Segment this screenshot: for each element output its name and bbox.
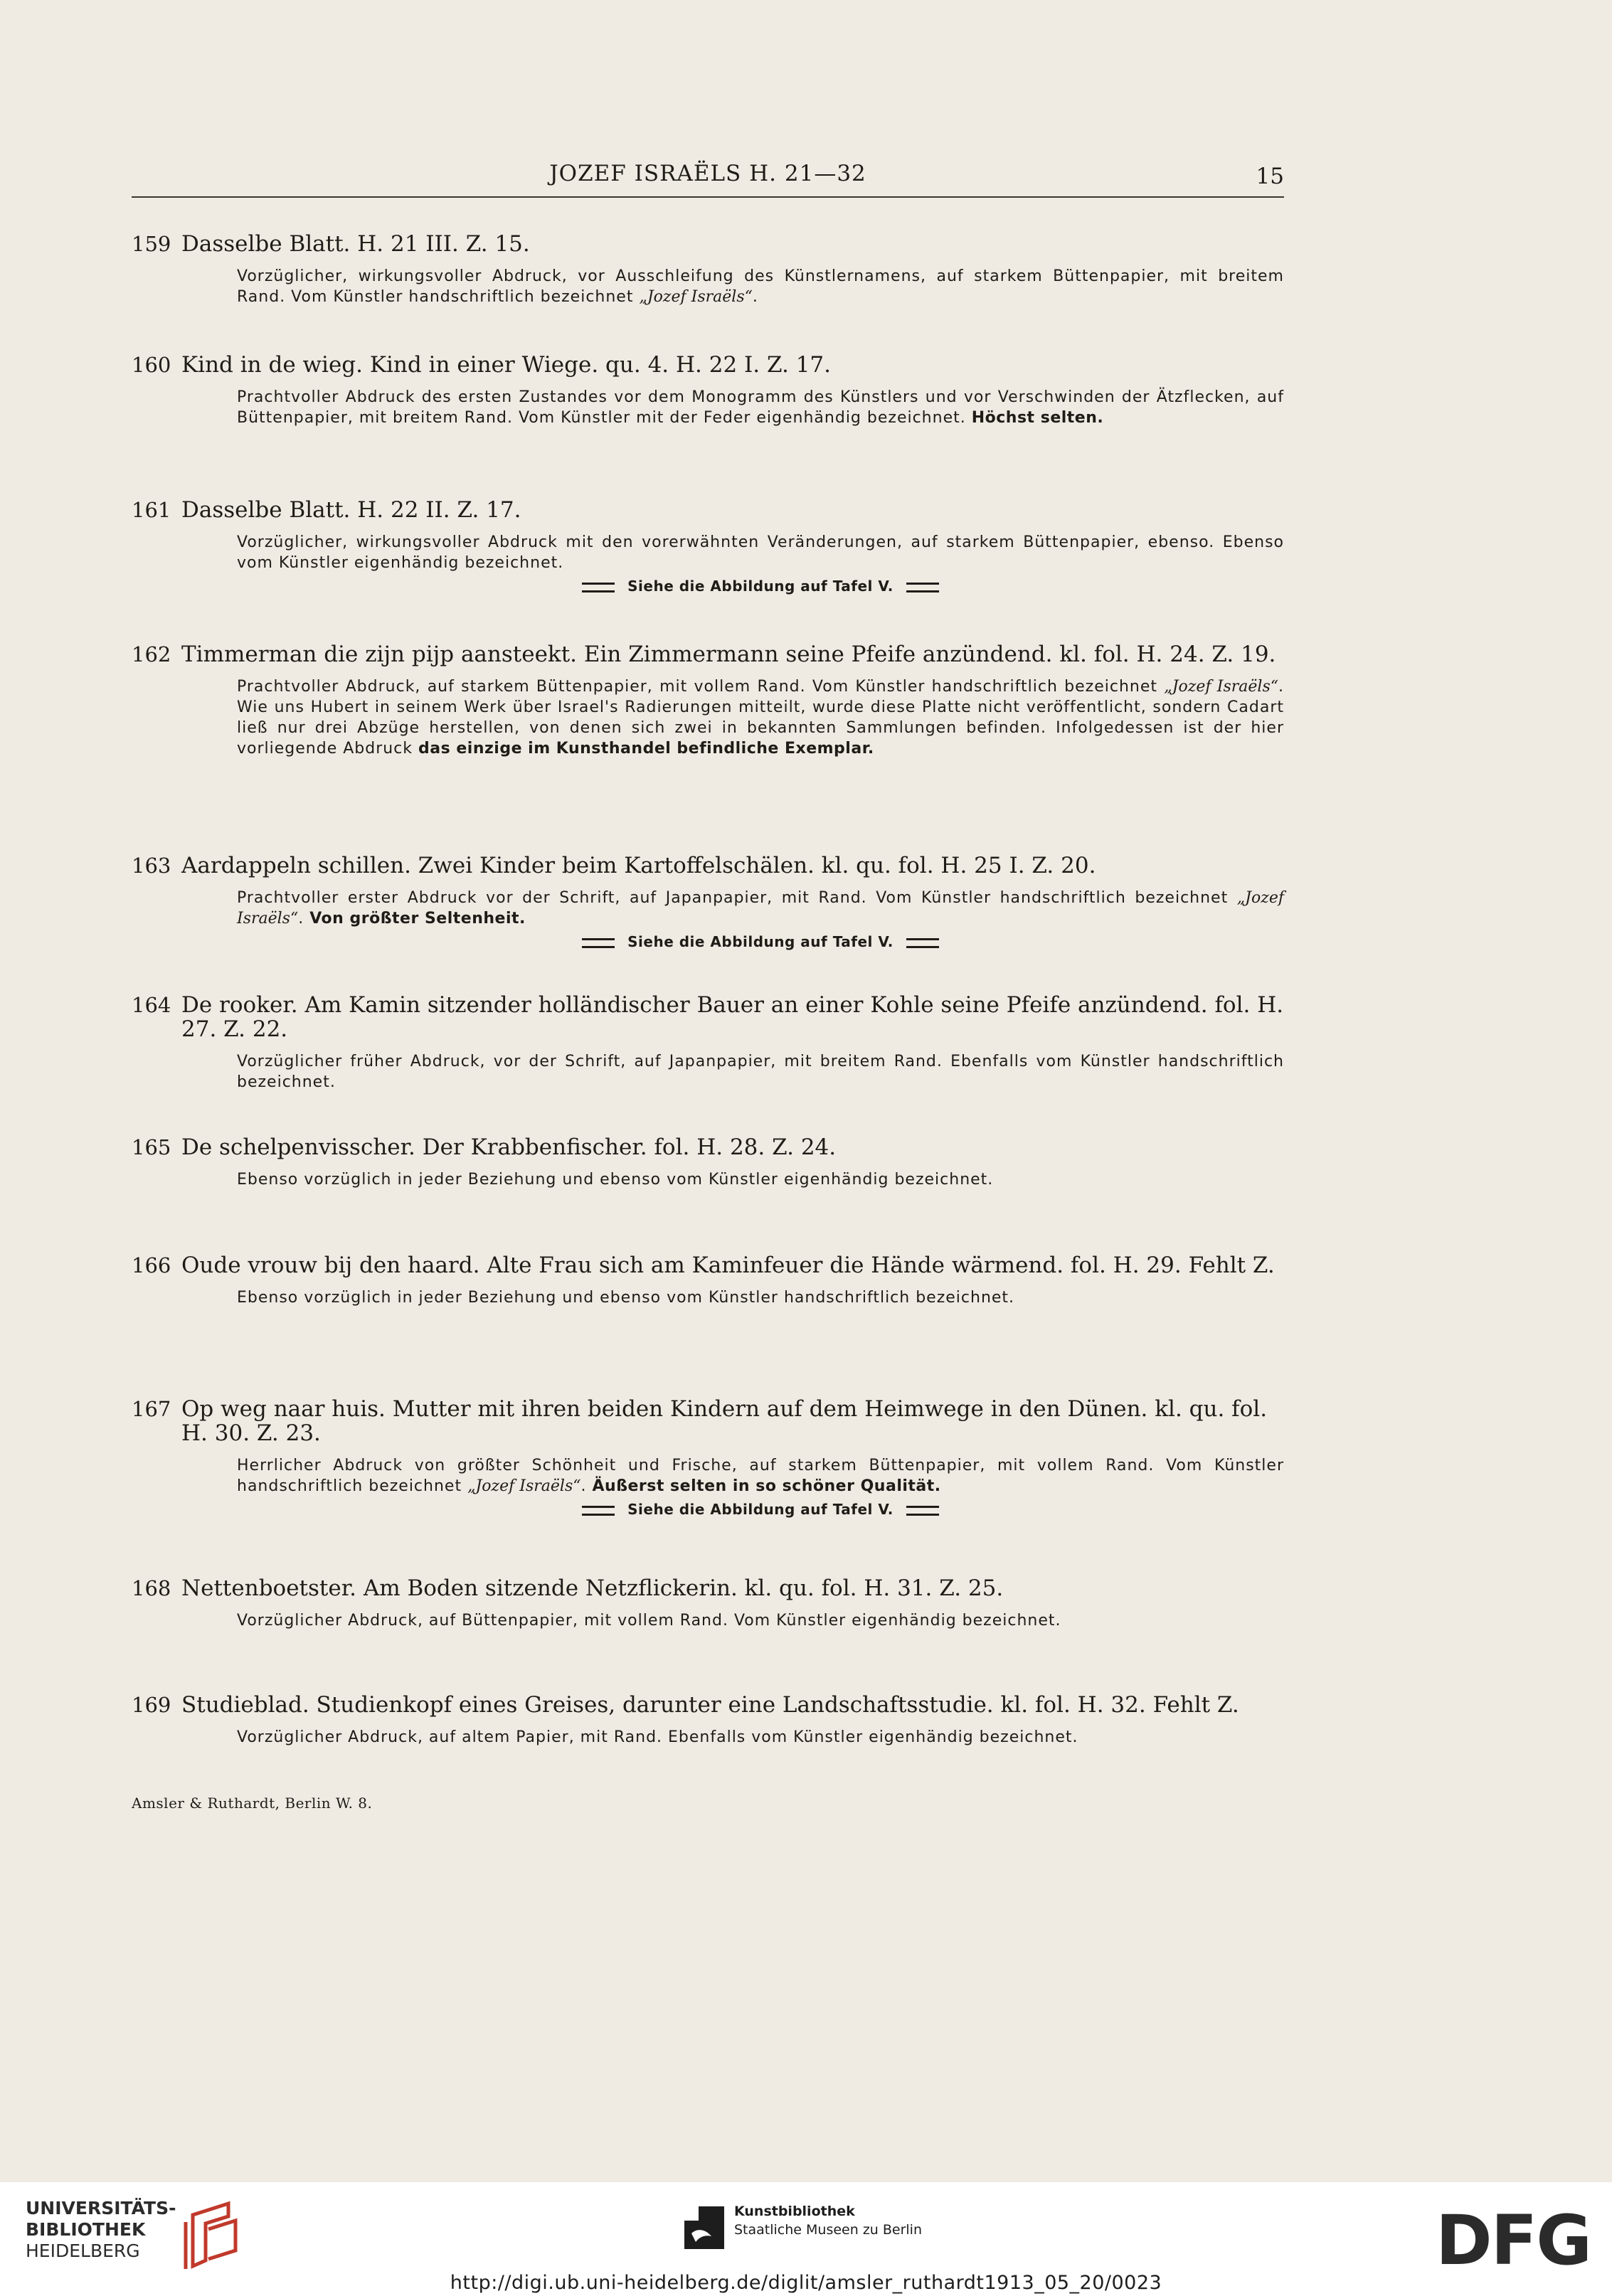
signature-text: „Jozef Israëls“ xyxy=(467,1477,581,1495)
entry-number: 164 xyxy=(132,993,171,1017)
kunstbibliothek-subtitle: Staatliche Museen zu Berlin xyxy=(734,2222,923,2238)
entry-number: 166 xyxy=(132,1253,171,1277)
entry-title-text: Op weg naar huis. Mutter mit ihren beiden Kindern auf dem Heimwege in den Dünen. kl. qu. fol. H. 30. Z. 23. xyxy=(181,1396,1268,1446)
entry-number: 160 xyxy=(132,353,171,377)
entry-description xyxy=(237,1169,1284,1190)
page-number: 15 xyxy=(1256,164,1284,189)
entry-title xyxy=(132,1135,1284,1159)
description-text: Vorzüglicher Abdruck, auf altem Papier, mit Rand. Ebenfalls vom Künstler eigenhändig bezeichnet. xyxy=(237,1728,1078,1746)
plate-reference xyxy=(237,933,1284,950)
catalog-entry-161 xyxy=(132,498,1284,595)
double-rule-left xyxy=(582,938,615,948)
printer-imprint: Amsler & Ruthardt, Berlin W. 8. xyxy=(132,1795,373,1812)
entry-title xyxy=(132,232,1284,256)
emphasis-text: Höchst selten. xyxy=(971,409,1104,427)
entry-title-text: Kind in de wieg. Kind in einer Wiege. qu. 4. H. 22 I. Z. 17. xyxy=(181,352,832,378)
emphasis-text: Von größter Seltenheit. xyxy=(309,910,526,928)
entry-title-text: Nettenboetster. Am Boden sitzende Netzflickerin. kl. qu. fol. H. 31. Z. 25. xyxy=(181,1575,1004,1601)
catalog-entry-162 xyxy=(132,642,1284,759)
entry-description xyxy=(237,1727,1284,1748)
permalink-url[interactable]: http://digi.ub.uni-heidelberg.de/diglit/amsler_ruthardt1913_05_20/0023 xyxy=(450,2272,1162,2294)
description-text: Vorzüglicher früher Abdruck, vor der Schrift, auf Japanpapier, mit breitem Rand. Ebenfalls vom Künstler handschriftlich bezeichnet. xyxy=(237,1053,1284,1091)
double-rule-right xyxy=(906,1506,939,1516)
description-text: Vorzüglicher, wirkungsvoller Abdruck, vor Ausschleifung des Künstlernamens, auf starkem Büttenpapier, mit breitem Rand. Vom Künstler handschriftlich bezeichnet xyxy=(237,267,1284,306)
entry-description xyxy=(237,532,1284,573)
plate-reference-text: Siehe die Abbildung auf Tafel V. xyxy=(627,1501,894,1518)
entry-description xyxy=(237,387,1284,428)
ub-emblem-icon xyxy=(164,2201,250,2272)
double-rule-right xyxy=(906,583,939,592)
entry-title-text: Oude vrouw bij den haard. Alte Frau sich am Kaminfeuer die Hände wärmend. fol. H. 29. Fehlt Z. xyxy=(181,1253,1275,1278)
entry-number: 162 xyxy=(132,642,171,666)
entry-title-text: Aardappeln schillen. Zwei Kinder beim Kartoffelschälen. kl. qu. fol. H. 25 I. Z. 20. xyxy=(181,853,1096,878)
catalog-entry-164 xyxy=(132,993,1284,1093)
entry-title-text: De rooker. Am Kamin sitzender holländischer Bauer an einer Kohle seine Pfeife anzündend. fol. H. 27. Z. 22. xyxy=(181,992,1284,1042)
description-text: Vorzüglicher Abdruck, auf Büttenpapier, mit vollem Rand. Vom Künstler eigenhändig bezeichnet. xyxy=(237,1612,1061,1630)
catalog-entry-163 xyxy=(132,854,1284,950)
entry-title xyxy=(132,854,1284,878)
entry-title-text: Dasselbe Blatt. H. 21 III. Z. 15. xyxy=(181,231,530,257)
double-rule-right xyxy=(906,938,939,948)
double-rule-left xyxy=(582,583,615,592)
description-text: Prachtvoller Abdruck des ersten Zustandes vor dem Monogramm des Künstlers und vor Verschwinden der Ätzflecken, auf Büttenpapier, mit breitem Rand. Vom Künstler mit der Feder eigenhändig bezeichnet. xyxy=(237,388,1284,427)
plate-reference xyxy=(237,1501,1284,1518)
entry-title xyxy=(132,1693,1284,1717)
catalog-entry-169 xyxy=(132,1693,1284,1748)
description-text: Ebenso vorzüglich in jeder Beziehung und ebenso vom Künstler eigenhändig bezeichnet. xyxy=(237,1171,994,1189)
entry-description xyxy=(237,1051,1284,1093)
entry-description xyxy=(237,1287,1284,1308)
entry-description xyxy=(237,266,1284,307)
entry-title-text: Dasselbe Blatt. H. 22 II. Z. 17. xyxy=(181,497,521,523)
entry-number: 167 xyxy=(132,1397,171,1421)
catalog-entry-165 xyxy=(132,1135,1284,1190)
description-text: Prachtvoller Abdruck, auf starkem Büttenpapier, mit vollem Rand. Vom Künstler handschriftlich bezeichnet xyxy=(237,678,1165,696)
kunstbibliothek-logo[interactable] xyxy=(684,2201,969,2265)
kunstbibliothek-text xyxy=(734,2202,922,2239)
signature-text: „Jozef Israëls“ xyxy=(1164,678,1278,696)
entry-number: 168 xyxy=(132,1576,171,1600)
ub-logo-line-2: BIBLIOTHEK xyxy=(26,2219,146,2240)
description-text: . xyxy=(298,910,310,928)
signature-text: „Jozef Israëls“ xyxy=(237,889,1284,928)
catalog-entry-168 xyxy=(132,1576,1284,1631)
running-head xyxy=(132,161,1284,196)
signature-text: „Jozef Israëls“ xyxy=(639,288,753,306)
kunstbibliothek-name: Kunstbibliothek xyxy=(734,2204,855,2219)
entry-number: 159 xyxy=(132,232,171,256)
emphasis-text: das einzige im Kunsthandel befindliche Exemplar. xyxy=(418,740,874,758)
catalog-entry-160 xyxy=(132,353,1284,428)
dfg-logo[interactable]: DFG xyxy=(1435,2201,1591,2280)
entry-description xyxy=(237,676,1284,759)
entry-description xyxy=(237,1610,1284,1631)
running-title: JOZEF ISRAËLS H. 21—32 xyxy=(549,161,866,186)
description-text: . Wie uns Hubert in seinem Werk über Israel's Radierungen mitteilt, wurde diese Platte nicht veröffentlicht, sondern Cadart ließ nur drei Abzüge herstellen, von denen sich zwei in bekannten Sammlungen befinden. Infolgedessen ist der hier vorliegende Abdruck xyxy=(237,678,1284,758)
catalog-entry-159 xyxy=(132,232,1284,307)
description-text: Prachtvoller erster Abdruck vor der Schrift, auf Japanpapier, mit Rand. Vom Künstler handschriftlich bezeichnet xyxy=(237,889,1237,907)
plate-reference xyxy=(237,578,1284,595)
entry-title xyxy=(132,642,1284,666)
catalog-entry-166 xyxy=(132,1253,1284,1308)
double-rule-left xyxy=(582,1506,615,1516)
ub-heidelberg-logo[interactable] xyxy=(26,2198,239,2276)
description-text: . xyxy=(752,288,758,306)
entry-title xyxy=(132,1576,1284,1600)
description-text: Vorzüglicher, wirkungsvoller Abdruck mit den vorerwähnten Veränderungen, auf starkem Büttenpapier, ebenso. Ebenso vom Künstler eigenhändig bezeichnet. xyxy=(237,533,1284,572)
entry-title xyxy=(132,498,1284,522)
digitization-footer xyxy=(0,2182,1612,2296)
entry-number: 165 xyxy=(132,1135,171,1159)
entry-number: 163 xyxy=(132,854,171,878)
entry-number: 169 xyxy=(132,1693,171,1717)
description-text: Herrlicher Abdruck von größter Schönheit und Frische, auf starkem Büttenpapier, mit vollem Rand. Vom Künstler handschriftlich bezeichnet xyxy=(237,1457,1284,1495)
entry-title xyxy=(132,1397,1284,1445)
description-text: . xyxy=(580,1477,593,1495)
description-text: Ebenso vorzüglich in jeder Beziehung und ebenso vom Künstler handschriftlich bezeichnet. xyxy=(237,1289,1015,1307)
entry-description xyxy=(237,888,1284,929)
catalog-entry-167 xyxy=(132,1397,1284,1518)
ub-logo-line-1: UNIVERSITÄTS- xyxy=(26,2198,176,2218)
entry-title xyxy=(132,993,1284,1041)
entry-title-text: De schelpenvisscher. Der Krabbenfischer. fol. H. 28. Z. 24. xyxy=(181,1134,837,1160)
entry-title xyxy=(132,1253,1284,1277)
entry-number: 161 xyxy=(132,498,171,522)
entry-description xyxy=(237,1455,1284,1497)
entry-title xyxy=(132,353,1284,377)
emphasis-text: Äußerst selten in so schöner Qualität. xyxy=(592,1477,941,1495)
plate-reference-text: Siehe die Abbildung auf Tafel V. xyxy=(627,933,894,950)
header-rule xyxy=(132,196,1284,198)
entry-title-text: Timmerman die zijn pijp aansteekt. Ein Zimmermann seine Pfeife anzündend. kl. fol. H. 24. Z. 19. xyxy=(181,642,1276,667)
ub-logo-line-3: HEIDELBERG xyxy=(26,2241,140,2261)
kunstbibliothek-emblem-icon xyxy=(684,2206,724,2249)
plate-reference-text: Siehe die Abbildung auf Tafel V. xyxy=(627,578,894,595)
entry-title-text: Studieblad. Studienkopf eines Greises, darunter eine Landschaftsstudie. kl. fol. H. 32. Fehlt Z. xyxy=(181,1692,1239,1718)
